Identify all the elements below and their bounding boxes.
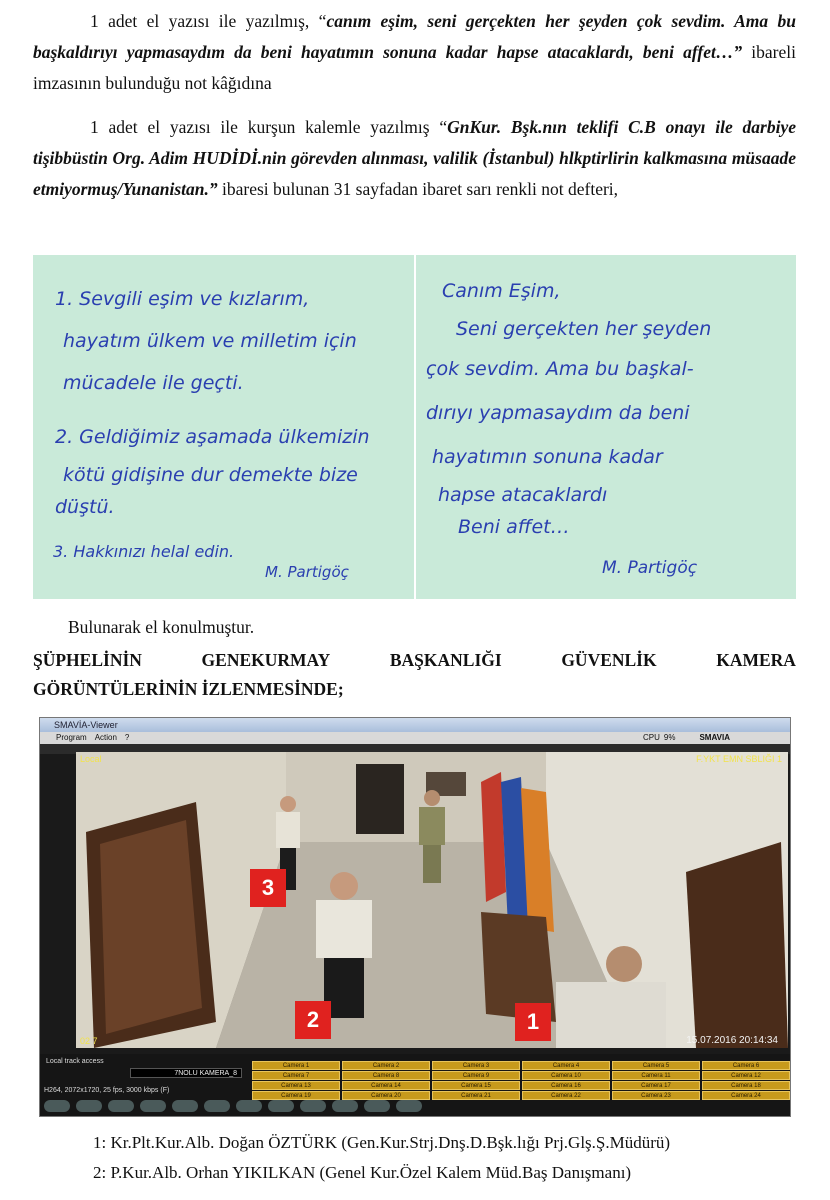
note-right-line: dırıyı yapmasaydım da beni <box>426 402 690 424</box>
cpu-label: CPU <box>643 733 660 742</box>
note-right-line: hayatımın sonuna kadar <box>432 446 663 468</box>
camera-tile[interactable]: Camera 13 <box>252 1081 340 1090</box>
section-heading <box>33 650 796 700</box>
note-left-line: hayatım ülkem ve milletim için <box>63 330 357 352</box>
marker-3: 3 <box>250 869 286 907</box>
control-button[interactable] <box>236 1100 262 1112</box>
camera-label-channel: 02 7 <box>80 1036 98 1046</box>
camera-tile[interactable]: Camera 21 <box>432 1091 520 1100</box>
playback-controls <box>40 1100 794 1114</box>
camera-tile[interactable]: Camera 8 <box>342 1071 430 1080</box>
camera-tile[interactable]: Camera 3 <box>432 1061 520 1070</box>
heading-word: KAMERA <box>716 650 796 670</box>
paragraph-1-quote-end: ” <box>733 42 743 62</box>
brand-logo: SMAVIA <box>699 733 730 742</box>
control-button[interactable] <box>332 1100 358 1112</box>
camera-tile[interactable]: Camera 5 <box>612 1061 700 1070</box>
viewer-bottom-panel <box>40 1054 790 1116</box>
camera-tile[interactable]: Camera 20 <box>342 1091 430 1100</box>
paragraph-2-quote: GnKur. Bşk.nın teklifi C.B onayı ile darbiye tişibbüstin Org. Adim HUDİDİ.nin görevden alınması, valilik (İstanbul) hlkptirlirin kalkmasına müsaade etmiyormuş/Yunanistan. <box>33 117 796 199</box>
marker-1: 1 <box>515 1003 551 1041</box>
camera-feed <box>76 752 788 1048</box>
camera-grid <box>252 1061 790 1100</box>
note-left-line: 2. Geldiğimiz aşamada ülkemizin <box>55 426 370 448</box>
camera-tile[interactable]: Camera 12 <box>702 1071 790 1080</box>
viewer-titlebar: SMAVİA-Viewer <box>40 718 790 732</box>
camera-tile[interactable]: Camera 9 <box>432 1071 520 1080</box>
cctv-viewer-screenshot <box>39 717 791 1117</box>
camera-tile[interactable]: Camera 24 <box>702 1091 790 1100</box>
paragraph-2-suffix: ibaresi bulunan 31 sayfadan ibaret sarı renkli not defteri, <box>217 179 619 199</box>
camera-tile[interactable]: Camera 23 <box>612 1091 700 1100</box>
note-right-line: Seni gerçekten her şeyden <box>456 318 712 340</box>
handwritten-note-right <box>416 255 796 599</box>
note-left-line: kötü gidişine dur demekte bize <box>63 464 358 486</box>
camera-tile[interactable]: Camera 11 <box>612 1071 700 1080</box>
camera-tile[interactable]: Camera 14 <box>342 1081 430 1090</box>
camera-scene <box>76 752 788 1048</box>
camera-tile[interactable]: Camera 10 <box>522 1071 610 1080</box>
control-button[interactable] <box>268 1100 294 1112</box>
codec-info: H264, 2072x1720, 25 fps, 3000 kbps (F) <box>44 1087 170 1094</box>
seized-statement: Bulunarak el konulmuştur. <box>68 617 255 637</box>
note-right-line: çok sevdim. Ama bu başkal- <box>426 358 694 380</box>
control-button[interactable] <box>44 1100 70 1112</box>
camera-timestamp: 15.07.2016 20:14:34 <box>686 1035 778 1046</box>
paragraph-1-suffix: ibareli imzasının bulunduğu not kâğıdına <box>33 42 796 93</box>
camera-tile[interactable]: Camera 17 <box>612 1081 700 1090</box>
note-right-line: Canım Eşim, <box>442 280 561 302</box>
note-left-line: 1. Sevgili eşim ve kızlarım, <box>55 288 310 310</box>
heading-word: GENEKURMAY <box>201 650 331 670</box>
camera-tile[interactable]: Camera 18 <box>702 1081 790 1090</box>
heading-word: BAŞKANLIĞI <box>389 650 502 670</box>
camera-tile[interactable]: Camera 4 <box>522 1061 610 1070</box>
camera-label-location: F.YKT EMN SBLIĞI 1 <box>696 754 782 764</box>
camera-tile[interactable]: Camera 6 <box>702 1061 790 1070</box>
control-button[interactable] <box>140 1100 166 1112</box>
signature-right: M. Partigöç <box>602 558 698 578</box>
menu-program[interactable]: Program <box>56 733 87 742</box>
note-left-line: mücadele ile geçti. <box>63 372 244 394</box>
heading-word: ŞÜPHELİNİN <box>33 650 142 670</box>
signature-left: M. Partigöç <box>265 563 349 581</box>
paragraph-2 <box>33 112 796 205</box>
local-track-label: Local track access <box>46 1058 104 1065</box>
paragraph-1 <box>33 6 796 99</box>
heading-word: GÜVENLİK <box>561 650 657 670</box>
camera-tile[interactable]: Camera 16 <box>522 1081 610 1090</box>
control-button[interactable] <box>396 1100 422 1112</box>
control-button[interactable] <box>300 1100 326 1112</box>
control-button[interactable] <box>108 1100 134 1112</box>
menu-help[interactable]: ? <box>124 733 130 742</box>
camera-label-local: Local <box>80 754 102 764</box>
viewer-menubar <box>40 732 790 744</box>
heading-line-2: GÖRÜNTÜLERİNİN İZLENMESİNDE; <box>33 679 344 699</box>
paragraph-2-quote-end: ” <box>208 179 218 199</box>
paragraph-1-prefix: 1 adet el yazısı ile yazılmış, “ <box>90 11 327 31</box>
note-right-line: hapse atacaklardı <box>438 484 608 506</box>
camera-tile[interactable]: Camera 22 <box>522 1091 610 1100</box>
note-right-line: Beni affet… <box>458 516 570 538</box>
camera-tile[interactable]: Camera 1 <box>252 1061 340 1070</box>
caption-1: 1: Kr.Plt.Kur.Alb. Doğan ÖZTÜRK (Gen.Kur.Strj.Dnş.D.Bşk.lığı Prj.Glş.Ş.Müdürü) <box>93 1133 671 1152</box>
paragraph-2-prefix: 1 adet el yazısı ile kurşun kalemle yazılmış “ <box>90 117 448 137</box>
marker-2: 2 <box>295 1001 331 1039</box>
control-button[interactable] <box>204 1100 230 1112</box>
menu-action[interactable]: Action <box>94 733 117 742</box>
note-left-line: 3. Hakkınızı helal edin. <box>53 542 235 561</box>
camera-tile[interactable]: Camera 2 <box>342 1061 430 1070</box>
camera-tile[interactable]: Camera 7 <box>252 1071 340 1080</box>
control-button[interactable] <box>76 1100 102 1112</box>
control-button[interactable] <box>172 1100 198 1112</box>
control-button[interactable] <box>364 1100 390 1112</box>
cpu-value: 9% <box>663 733 676 742</box>
paragraph-1-quote: canım eşim, seni gerçekten her şeyden çok sevdim. Ama bu başkaldırıyı yapmasaydım da beni hayatımın sonuna kadar hapse atacaklardı, beni affet… <box>33 11 796 62</box>
caption-2: 2: P.Kur.Alb. Orhan YIKILKAN (Genel Kur.Özel Kalem Müd.Baş Danışmanı) <box>93 1163 632 1182</box>
note-left-line: düştü. <box>55 496 115 518</box>
camera-tile[interactable]: Camera 19 <box>252 1091 340 1100</box>
camera-select[interactable]: 7NOLU KAMERA_8 <box>130 1068 242 1078</box>
camera-tile[interactable]: Camera 15 <box>432 1081 520 1090</box>
handwritten-note-left <box>33 255 414 599</box>
